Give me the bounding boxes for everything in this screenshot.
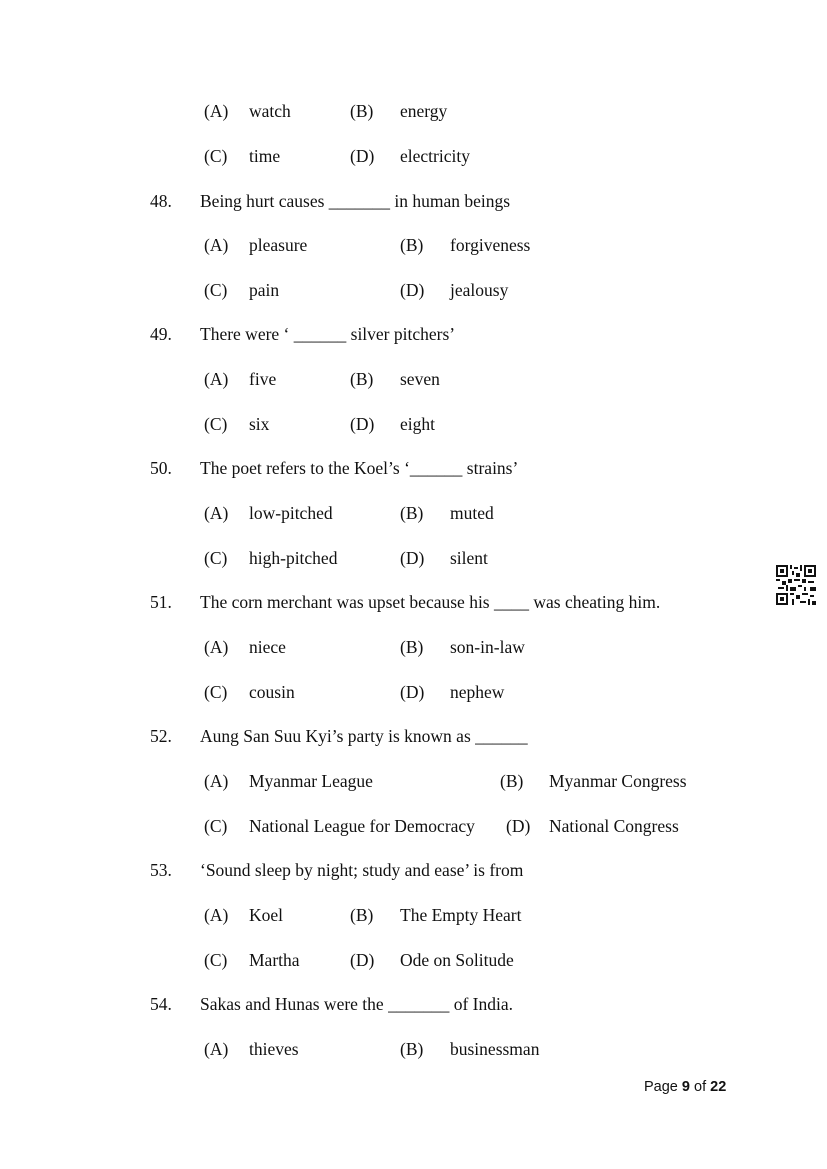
option-letter: (A) (204, 503, 229, 523)
option-letter: (D) (350, 146, 375, 166)
option-text: thieves (249, 1039, 299, 1059)
option-text: Koel (249, 905, 284, 925)
option-letter: (A) (204, 1039, 229, 1059)
option-text: seven (400, 369, 440, 389)
page-word: Page (644, 1079, 678, 1095)
option-letter: (A) (204, 235, 229, 255)
option-letter: (A) (204, 771, 229, 791)
option-text: National League for Democracy (249, 816, 475, 836)
question-number: 52. (150, 726, 172, 746)
page-current: 9 (681, 1079, 690, 1095)
of-word: of (694, 1079, 707, 1095)
option-text: pleasure (249, 235, 308, 255)
option-letter: (B) (350, 905, 374, 925)
option-letter: (C) (204, 950, 228, 970)
option-text: electricity (400, 146, 470, 166)
question-number: 53. (150, 860, 172, 880)
option-letter: (A) (204, 369, 229, 389)
option-text: forgiveness (450, 235, 531, 255)
question-number: 54. (150, 994, 172, 1014)
question-text: The poet refers to the Koel’s ‘______ strains’ (200, 458, 519, 478)
option-text: National Congress (549, 816, 679, 836)
option-text: five (249, 369, 277, 389)
option-letter: (D) (350, 950, 375, 970)
option-letter: (C) (204, 280, 228, 300)
option-text: businessman (450, 1039, 540, 1059)
question-number: 50. (150, 458, 172, 478)
option-letter: (D) (400, 280, 425, 300)
option-letter: (C) (204, 682, 228, 702)
option-text: cousin (249, 682, 295, 702)
option-letter: (C) (204, 146, 228, 166)
option-text: muted (450, 503, 494, 523)
option-text: high-pitched (249, 548, 338, 568)
question-text: Being hurt causes _______ in human beings (200, 191, 511, 211)
option-letter: (B) (350, 369, 374, 389)
option-letter: (C) (204, 414, 228, 434)
option-text: The Empty Heart (400, 905, 522, 925)
qr-code-icon (776, 565, 816, 605)
option-text: low-pitched (249, 503, 333, 523)
option-letter: (D) (506, 816, 531, 836)
option-text: eight (400, 414, 435, 434)
option-text: nephew (450, 682, 505, 702)
option-letter: (C) (204, 548, 228, 568)
option-text: Myanmar Congress (549, 771, 687, 791)
option-letter: (C) (204, 816, 228, 836)
question-number: 49. (150, 324, 172, 344)
question-number: 48. (150, 191, 172, 211)
option-text: Martha (249, 950, 300, 970)
option-letter: (B) (350, 101, 374, 121)
option-letter: (A) (204, 905, 229, 925)
page-total: 22 (710, 1079, 727, 1095)
question-text: There were ‘ ______ silver pitchers’ (200, 324, 456, 344)
option-text: silent (450, 548, 488, 568)
page-footer (644, 1079, 726, 1095)
option-text: son-in-law (450, 637, 525, 657)
option-letter: (B) (400, 637, 424, 657)
option-letter: (D) (350, 414, 375, 434)
option-letter: (B) (400, 235, 424, 255)
option-text: niece (249, 637, 286, 657)
option-text: time (249, 146, 281, 166)
question-number: 51. (150, 592, 172, 612)
option-letter: (B) (500, 771, 524, 791)
question-text: Sakas and Hunas were the _______ of India. (200, 994, 513, 1014)
option-letter: (A) (204, 637, 229, 657)
option-text: Myanmar League (249, 771, 373, 791)
option-text: six (249, 414, 270, 434)
question-text: Aung San Suu Kyi’s party is known as ______ (200, 726, 528, 746)
option-text: energy (400, 101, 448, 121)
option-letter: (D) (400, 682, 425, 702)
option-text: Ode on Solitude (400, 950, 514, 970)
option-text: jealousy (450, 280, 509, 300)
option-letter: (B) (400, 1039, 424, 1059)
question-text: The corn merchant was upset because his ____ was cheating him. (200, 592, 661, 612)
option-letter: (D) (400, 548, 425, 568)
option-letter: (A) (204, 101, 229, 121)
option-text: watch (249, 101, 291, 121)
option-text: pain (249, 280, 280, 300)
option-letter: (B) (400, 503, 424, 523)
question-text: ‘Sound sleep by night; study and ease’ is from (200, 860, 524, 880)
